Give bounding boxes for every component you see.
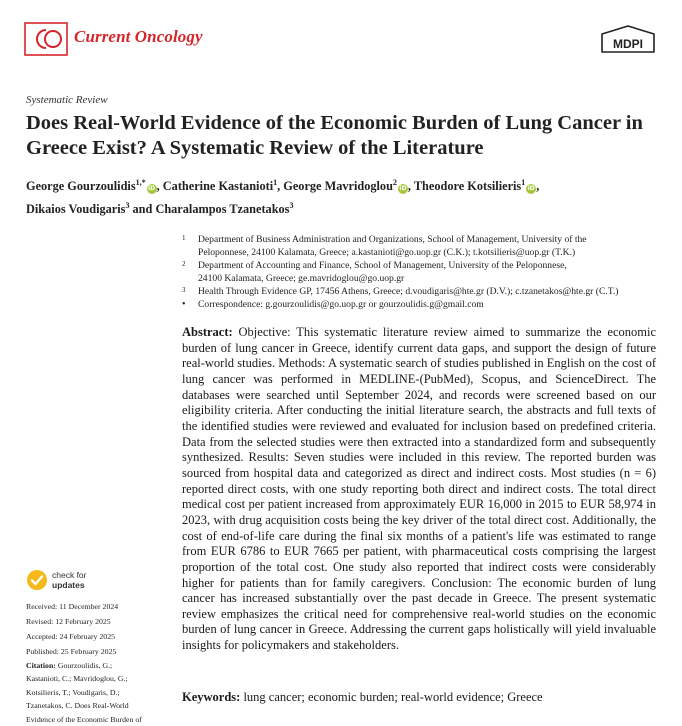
author-affiliation-marker: 3 [125, 201, 130, 210]
author-list [26, 173, 656, 219]
citation-line: Kastanioti, C.; Mavridoglou, G.; [26, 674, 128, 684]
affiliation-line: Department of Accounting and Finance, School of Management, University of the Peloponnese, [198, 260, 567, 271]
author-affiliation-marker: 1,* [135, 178, 146, 187]
affiliation-line: Department of Business Administration and Organizations, School of Management, University of the [198, 234, 587, 245]
affiliation-item [182, 285, 642, 298]
author-name[interactable]: Catherine Kastanioti [162, 179, 274, 193]
paper-title: Does Real-World Evidence of the Economic Burden of Lung Cancer in Greece Exist? A Systematic Review of the Literature [26, 112, 643, 159]
date-line: Received: 11 December 2024 [26, 602, 119, 611]
affiliation-number: 3 [182, 286, 186, 294]
keywords [182, 690, 656, 705]
check-updates-icon [26, 569, 48, 591]
author-name[interactable]: Dikaios Voudigaris [26, 202, 126, 216]
citation [26, 659, 166, 726]
check-for-updates-button[interactable] [26, 567, 136, 595]
check-updates-line2: updates [52, 580, 85, 590]
mdpi-logo-icon[interactable] [598, 24, 658, 54]
affiliation-line: 24100 Kalamata, Greece; ge.mavridoglou@go.uop.gr [198, 273, 405, 284]
affiliation-line: Correspondence: g.gourzoulidis@go.uop.gr or gourzoulidis.g@gmail.com [198, 299, 484, 310]
author-affiliation-marker: 1 [273, 178, 278, 187]
date-line: Accepted: 24 February 2025 [26, 632, 115, 641]
abstract-text: Objective: This systematic literature review aimed to summarize the economic burden of lung cancer in Greece, identify current data gaps, and support the design of future real-world studies. Methods: A systematic search of studies published in English on the cost of lung cancer was performed in MEDLINE-(PubMed), Scopus, and ScienceDirect. The databases were searched until September 2024, and records were screened based on our eligibility criteria. After conducting the initial literature search, the abstracts and full texts of the identified studies were reviewed and evaluated for inclusion based on predefined criteria. Data from the selected studies were then extracted into a standardized form and subsequently synthesized. Results: Seven studies were included in this review. The reported burden was sourced from hospital data and categorized as direct and indirect costs. Most studies (n = 6) reported direct costs, with one study reporting both direct and indirect costs. The total direct medical cost per patient increased from approximately EUR 16,000 in 2015 to EUR 58,974 in 2023, with drug acquisition costs being the key driver of the total direct cost. Additionally, the cost of end-of-life care during the final six months of a patient's life was estimated to range from EUR 6786 to EUR 7665 per patient, with pharmaceutical costs comprising the largest proportion of the total cost. One study also reported that indirect costs were considerably higher for patients than for family caregivers. Conclusion: The economic burden of lung cancer has increased substantially over the past decade in Greece. The present systematic review emphasizes the critical need for comprehensive real-world studies on the economic burden of lung cancer in Greece. Addressing the current gaps holistically will yield invaluable insights for policymakers and stakeholders. [182, 325, 656, 653]
affiliation-line: Peloponnese, 24100 Kalamata, Greece; a.kastanioti@go.uop.gr (C.K.); t.kotsilieris@uop.gr (T.K.) [198, 247, 576, 258]
author-affiliation-marker: 1 [521, 178, 526, 187]
affiliation-item [182, 233, 642, 259]
citation-line: Evidence of the Economic Burden of [26, 714, 142, 724]
citation-label: Citation: [26, 661, 56, 670]
keywords-label: Keywords: [182, 690, 241, 704]
check-updates-line1: check for [52, 570, 87, 580]
orcid-icon[interactable]: iD [527, 185, 535, 192]
author-separator: , [536, 179, 540, 193]
author-separator: and [129, 202, 156, 216]
affiliation-number: 1 [182, 234, 186, 242]
journal-header [24, 22, 660, 58]
publisher-name: MDPI [613, 37, 643, 51]
abstract-label: Abstract: [182, 325, 233, 339]
affiliations [182, 233, 642, 311]
author-separator: , [156, 179, 163, 193]
keywords-text: lung cancer; economic burden; real-world evidence; Greece [243, 690, 543, 704]
author-affiliation-marker: 3 [289, 201, 294, 210]
affiliation-number: 2 [182, 260, 186, 268]
journal-name[interactable]: Current Oncology [74, 27, 203, 46]
date-line: Published: 25 February 2025 [26, 647, 117, 656]
date-line: Revised: 12 February 2025 [26, 617, 111, 626]
orcid-icon[interactable]: iD [399, 185, 407, 192]
citation-line: Kotsilieris, T.; Voudigaris, D.; [26, 687, 120, 697]
abstract [182, 325, 656, 654]
affiliation-line: Health Through Evidence GP, 17456 Athens, Greece; d.voudigaris@hte.gr (D.V.); c.tzanetakos@hte.gr (C.T.) [198, 286, 619, 297]
affiliation-item [182, 298, 642, 311]
publication-dates [26, 599, 166, 659]
author-name[interactable]: George Mavridoglou [283, 179, 393, 193]
author-name[interactable]: George Gourzoulidis [26, 179, 136, 193]
citation-line: Tzanetakos, C. Does Real-World [26, 701, 129, 711]
affiliation-number: • [182, 299, 186, 310]
affiliation-item [182, 259, 642, 285]
author-affiliation-marker: 2 [392, 178, 397, 187]
author-name[interactable]: Charalampos Tzanetakos [155, 202, 290, 216]
author-name[interactable]: Theodore Kotsilieris [413, 179, 522, 193]
citation-line [26, 659, 166, 672]
orcid-icon[interactable]: iD [148, 185, 156, 192]
article-type: Systematic Review [26, 94, 108, 106]
current-oncology-logo-icon [24, 22, 68, 56]
author-separator: , [277, 179, 284, 193]
author-separator: , [407, 179, 414, 193]
citation-text: Gourzoulidis, G.; [55, 661, 113, 670]
